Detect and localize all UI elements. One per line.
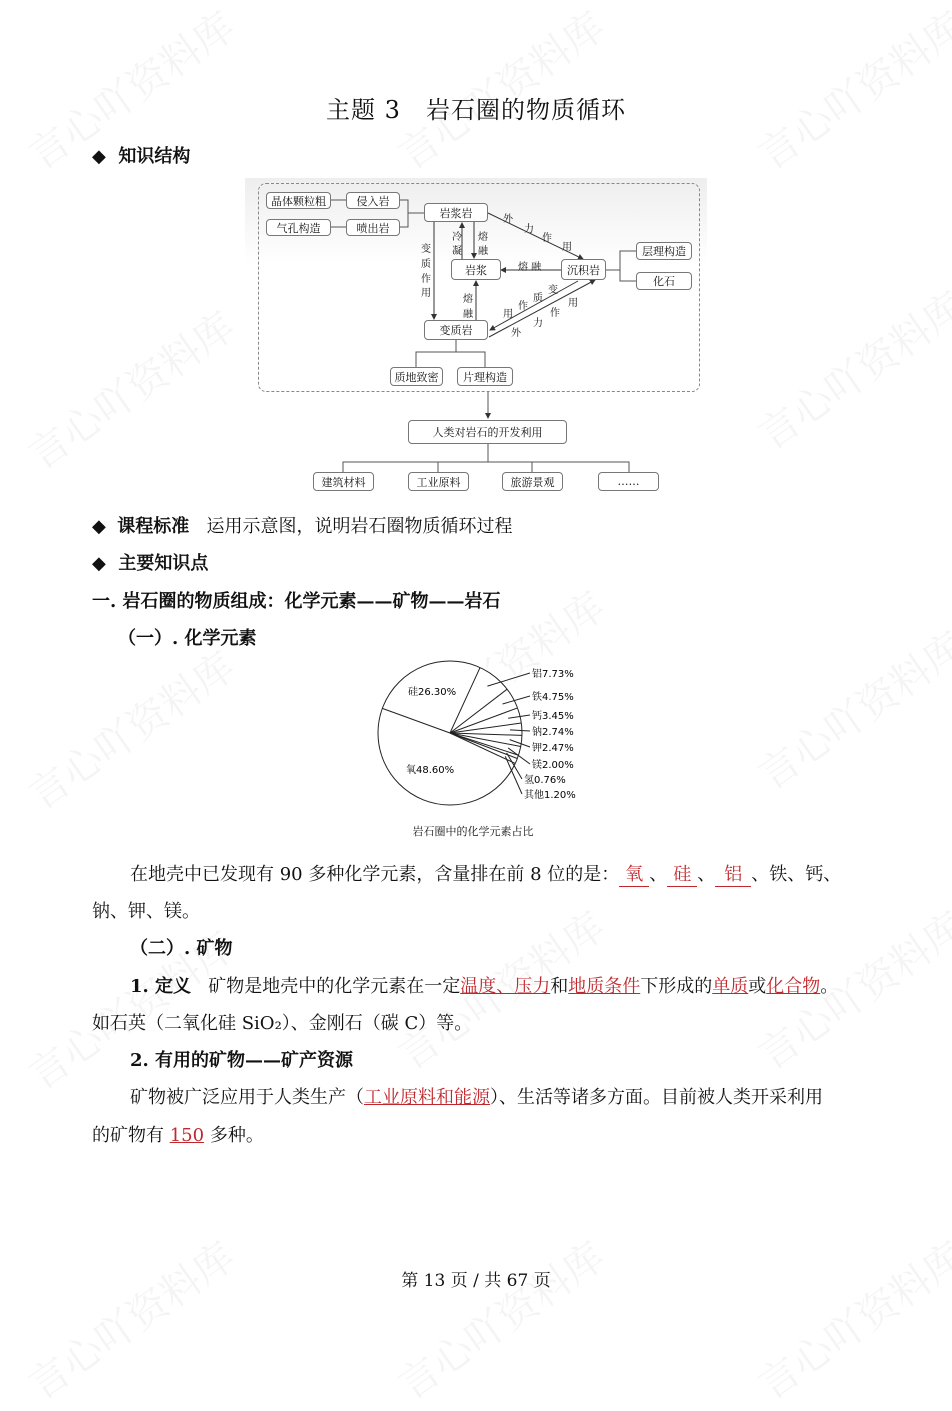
text: 和	[550, 976, 569, 997]
answer-element: 单质	[712, 976, 749, 997]
text: 矿物被广泛应用于人类生产（	[130, 1087, 364, 1108]
label-external-force: 力	[533, 318, 543, 329]
text: 、铁、钙、	[751, 864, 842, 885]
heading-chemical-elements: （一）. 化学元素	[118, 628, 257, 649]
pie-label-其他: 其他1.20%	[524, 790, 576, 801]
watermark-text	[745, 1226, 952, 1410]
label-melting: 熔 融	[518, 262, 542, 273]
definition-label: 1. 定义	[130, 976, 192, 997]
box-igneous-rock: 岩浆岩	[424, 203, 488, 222]
box-bedding: 层理构造	[636, 242, 692, 260]
box-metamorphic-rock: 变质岩	[424, 320, 488, 340]
text: 多种。	[204, 1125, 264, 1146]
box-foliation: 片理构造	[457, 367, 513, 386]
answer-aluminum: 铝	[715, 860, 751, 887]
box-coarse-crystals: 晶体颗粒粗	[266, 192, 331, 209]
box-tourism: 旅游景观	[502, 472, 563, 491]
label-metamorphism: 作	[421, 274, 431, 285]
text: 的矿物有	[92, 1125, 170, 1146]
course-standard-text: 运用示意图，说明岩石圈物质循环过程	[206, 516, 513, 537]
text: 、	[697, 864, 716, 885]
label-metamorphism: 质	[421, 259, 431, 270]
diamond-bullet-icon: ◆	[92, 553, 106, 574]
label-melting: 融	[478, 246, 488, 257]
label-metamorphism: 变	[421, 244, 431, 255]
answer-150: 150	[169, 1125, 205, 1146]
label-cooling: 冷	[452, 232, 462, 243]
heading-composition: 一. 岩石圈的物质组成：化学元素——矿物——岩石	[92, 591, 501, 612]
heading-minerals: （二）. 矿物	[130, 938, 233, 959]
text: ）、生活等诸多方面。目前被人类开采利用	[490, 1087, 823, 1108]
watermark-text	[745, 616, 952, 800]
chart-title: 岩石圈中的化学元素占比	[412, 825, 534, 838]
text: 。	[820, 976, 839, 997]
answer-temp-pressure: 温度、压力	[460, 976, 551, 997]
paragraph-useful	[130, 1083, 823, 1109]
text: 矿物是地壳中的化学元素在一定	[208, 976, 461, 997]
pie-label-钾: 钾2.47%	[532, 743, 574, 754]
diamond-bullet-icon: ◆	[92, 146, 106, 167]
box-vesicular-structure: 气孔构造	[266, 219, 331, 236]
pie-label-铝: 铝7.73%	[532, 669, 574, 680]
label-metamorphism: 质	[533, 293, 543, 304]
label-melting: 熔	[478, 232, 488, 243]
box-building-materials: 建筑材料	[313, 472, 374, 491]
box-extrusive-rock: 喷出岩	[346, 219, 400, 236]
paragraph-examples: 如石英（二氧化硅 SiO₂）、金刚石（碳 C）等。	[92, 1013, 473, 1034]
box-intrusive-rock: 侵入岩	[346, 192, 400, 209]
answer-geologic-conditions: 地质条件	[568, 976, 641, 997]
watermark-text	[15, 1226, 244, 1410]
box-fossil: 化石	[636, 272, 692, 290]
paragraph-line2: 钠、钾、镁。	[92, 901, 200, 922]
box-magma: 岩浆	[451, 259, 501, 280]
pie-label-氢: 氢0.76%	[524, 775, 566, 786]
pie-label-钠: 钠2.74%	[532, 727, 574, 738]
label-external-force: 力	[524, 224, 534, 235]
text: 在地壳中已发现有 90 多种化学元素，含量排在前 8 位的是：	[130, 864, 620, 885]
label-metamorphism: 用	[421, 288, 431, 299]
paragraph-useful-line2	[92, 1121, 264, 1147]
section-label: 主要知识点	[118, 553, 209, 574]
answer-compound: 化合物	[766, 976, 821, 997]
watermark-text	[15, 636, 244, 820]
label-metamorphism: 变	[548, 285, 558, 296]
label-metamorphism: 作	[518, 301, 528, 312]
page-footer: 第 13 页 / 共 67 页	[401, 1271, 551, 1291]
section-key-points	[92, 549, 208, 575]
label-external-force: 外	[503, 214, 513, 225]
page-title: 主题 3 岩石圈的物质循环	[326, 96, 626, 124]
label-external-force: 外	[511, 328, 521, 339]
answer-oxygen: 氧	[619, 860, 649, 887]
box-sedimentary-rock: 沉积岩	[561, 259, 606, 280]
box-industrial-materials: 工业原料	[408, 472, 469, 491]
watermark-text	[385, 1226, 614, 1410]
label-external-force: 作	[550, 308, 560, 319]
section-label: 知识结构	[118, 146, 191, 167]
label-melting: 熔	[463, 294, 473, 305]
label-external-force: 用	[568, 298, 578, 309]
paragraph-definition	[130, 972, 838, 998]
box-more: ……	[598, 472, 659, 491]
pie-label-镁: 镁2.00%	[532, 760, 574, 771]
label-cooling: 凝	[452, 246, 462, 257]
paragraph-top-elements	[130, 860, 841, 887]
pie-label-氧: 氧48.60%	[406, 765, 455, 776]
pie-label-钙: 钙3.45%	[532, 711, 574, 722]
answer-industrial-energy: 工业原料和能源	[364, 1087, 490, 1108]
label-external-force: 作	[542, 233, 552, 244]
pie-label-硅: 硅26.30%	[408, 687, 457, 698]
text: 或	[748, 976, 767, 997]
text: 下形成的	[640, 976, 713, 997]
element-pie-chart	[360, 655, 610, 815]
course-standard-label: 课程标准	[117, 516, 190, 537]
diamond-bullet-icon: ◆	[92, 516, 106, 537]
label-melting: 融	[463, 309, 473, 320]
text: 、	[649, 864, 668, 885]
heading-useful-minerals: 2. 有用的矿物——矿产资源	[130, 1050, 354, 1071]
label-metamorphism: 用	[503, 309, 513, 320]
answer-silicon: 硅	[667, 860, 697, 887]
label-external-force: 用	[562, 242, 572, 253]
box-human-use: 人类对岩石的开发利用	[408, 420, 567, 444]
course-standard	[92, 512, 512, 538]
pie-label-铁: 铁4.75%	[532, 692, 574, 703]
box-dense-texture: 质地致密	[390, 367, 443, 386]
